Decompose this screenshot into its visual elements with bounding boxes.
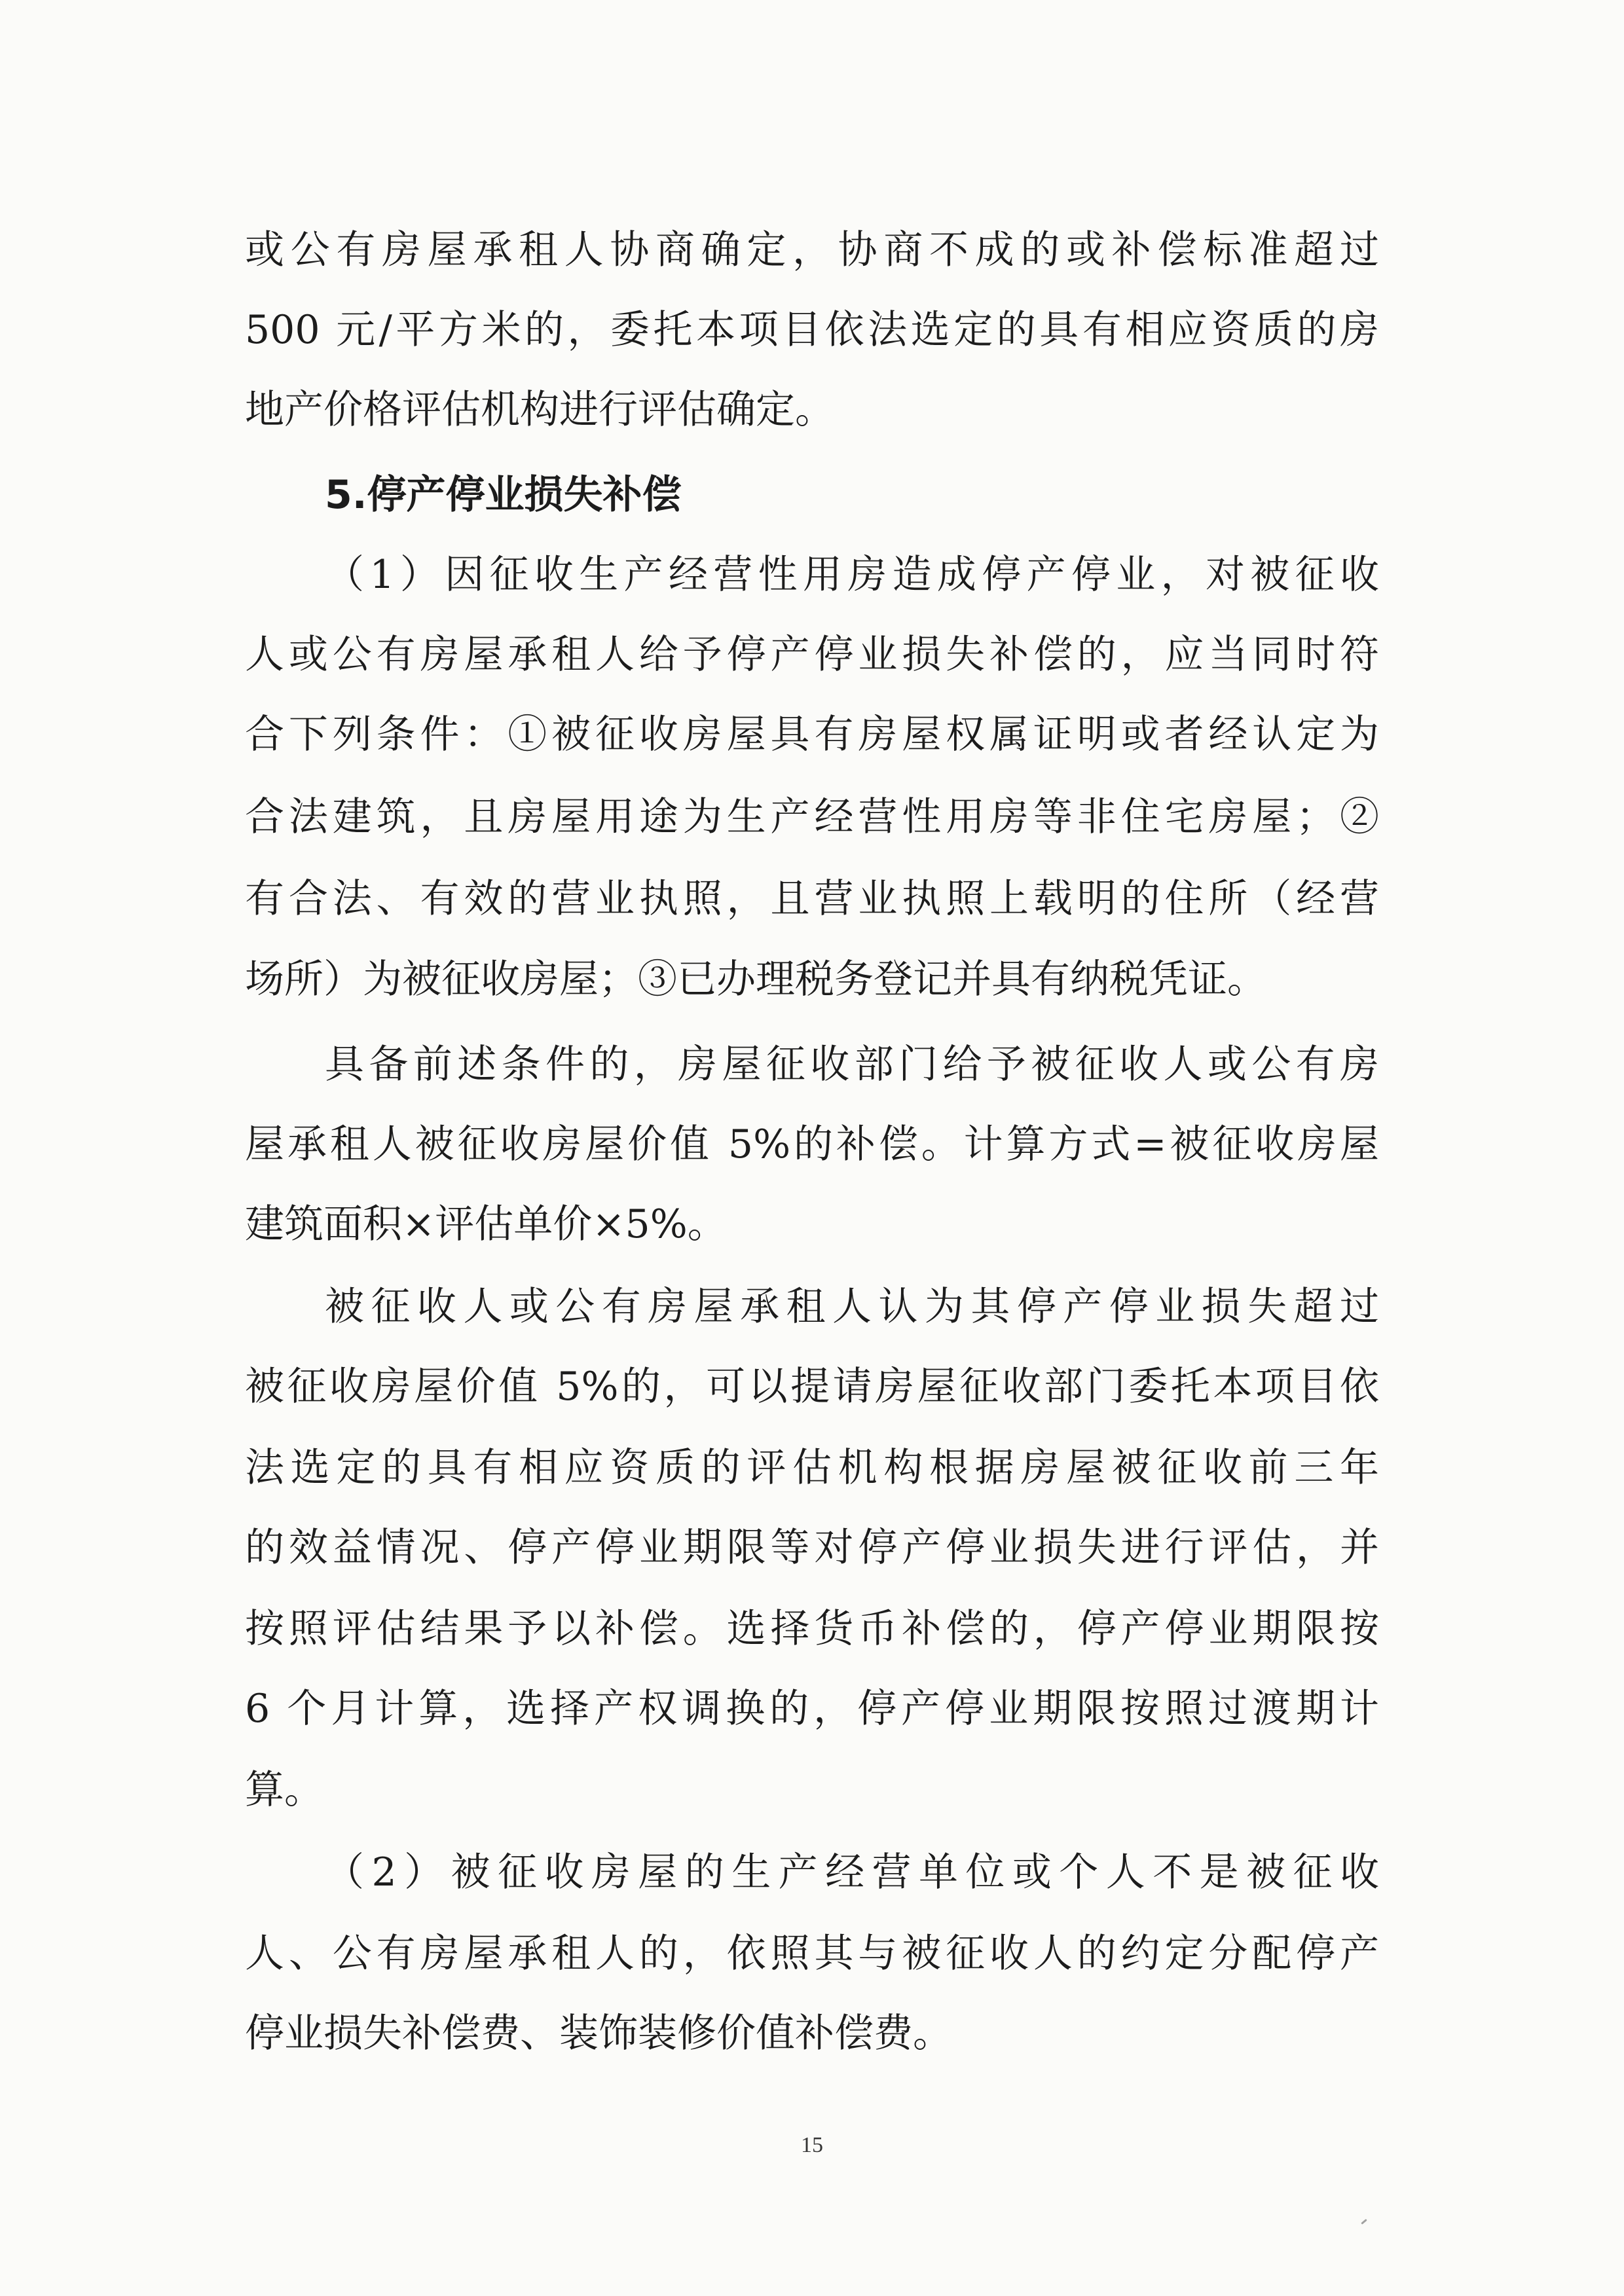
paragraph-line: （2）被征收房屋的生产经营单位或个人不是被征收 xyxy=(325,1850,1379,1895)
paragraph-line: 人或公有房屋承租人给予停产停业损失补偿的，应当同时符 xyxy=(245,632,1379,678)
scan-mark xyxy=(1361,2219,1367,2225)
paragraph-line: 停业损失补偿费、装饰装修价值补偿费。 xyxy=(245,2011,952,2056)
paragraph-line: 法选定的具有相应资质的评估机构根据房屋被征收前三年 xyxy=(245,1445,1379,1491)
paragraph-line: 地产价格评估机构进行评估确定。 xyxy=(245,387,834,433)
paragraph-line: （1）因征收生产经营性用房造成停产停业，对被征收 xyxy=(325,552,1379,598)
paragraph-line: 被征收人或公有房屋承租人认为其停产停业损失超过 xyxy=(325,1284,1379,1330)
section-heading: 5.停产停业损失补偿 xyxy=(325,472,682,518)
paragraph-line: 算。 xyxy=(245,1767,323,1813)
paragraph-line: 屋承租人被征收房屋价值 5%的补偿。计算方式=被征收房屋 xyxy=(245,1121,1379,1167)
paragraph-line: 合下列条件：①被征收房屋具有房屋权属证明或者经认定为 xyxy=(245,712,1379,757)
paragraph-line: 或公有房屋承租人协商确定，协商不成的或补偿标准超过 xyxy=(245,227,1379,273)
paragraph-line: 具备前述条件的，房屋征收部门给予被征收人或公有房 xyxy=(325,1042,1379,1087)
paragraph-line: 人、公有房屋承租人的，依照其与被征收人的约定分配停产 xyxy=(245,1931,1379,1977)
paragraph-line: 的效益情况、停产停业期限等对停产停业损失进行评估，并 xyxy=(245,1525,1379,1571)
paragraph-line: 500 元/平方米的，委托本项目依法选定的具有相应资质的房 xyxy=(245,307,1379,353)
paragraph-line: 合法建筑，且房屋用途为生产经营性用房等非住宅房屋；② xyxy=(245,794,1379,840)
paragraph-line: 建筑面积×评估单价×5%。 xyxy=(245,1201,727,1247)
paragraph-line: 被征收房屋价值 5%的，可以提请房屋征收部门委托本项目依 xyxy=(245,1364,1379,1410)
paragraph-line: 按照评估结果予以补偿。选择货币补偿的，停产停业期限按 xyxy=(245,1606,1379,1652)
page-number: 15 xyxy=(801,2133,823,2157)
paragraph-line: 有合法、有效的营业执照，且营业执照上载明的住所（经营 xyxy=(245,876,1379,922)
paragraph-line: 场所）为被征收房屋；③已办理税务登记并具有纳税凭证。 xyxy=(245,957,1266,1002)
paragraph-line: 6 个月计算，选择产权调换的，停产停业期限按照过渡期计 xyxy=(245,1686,1379,1732)
